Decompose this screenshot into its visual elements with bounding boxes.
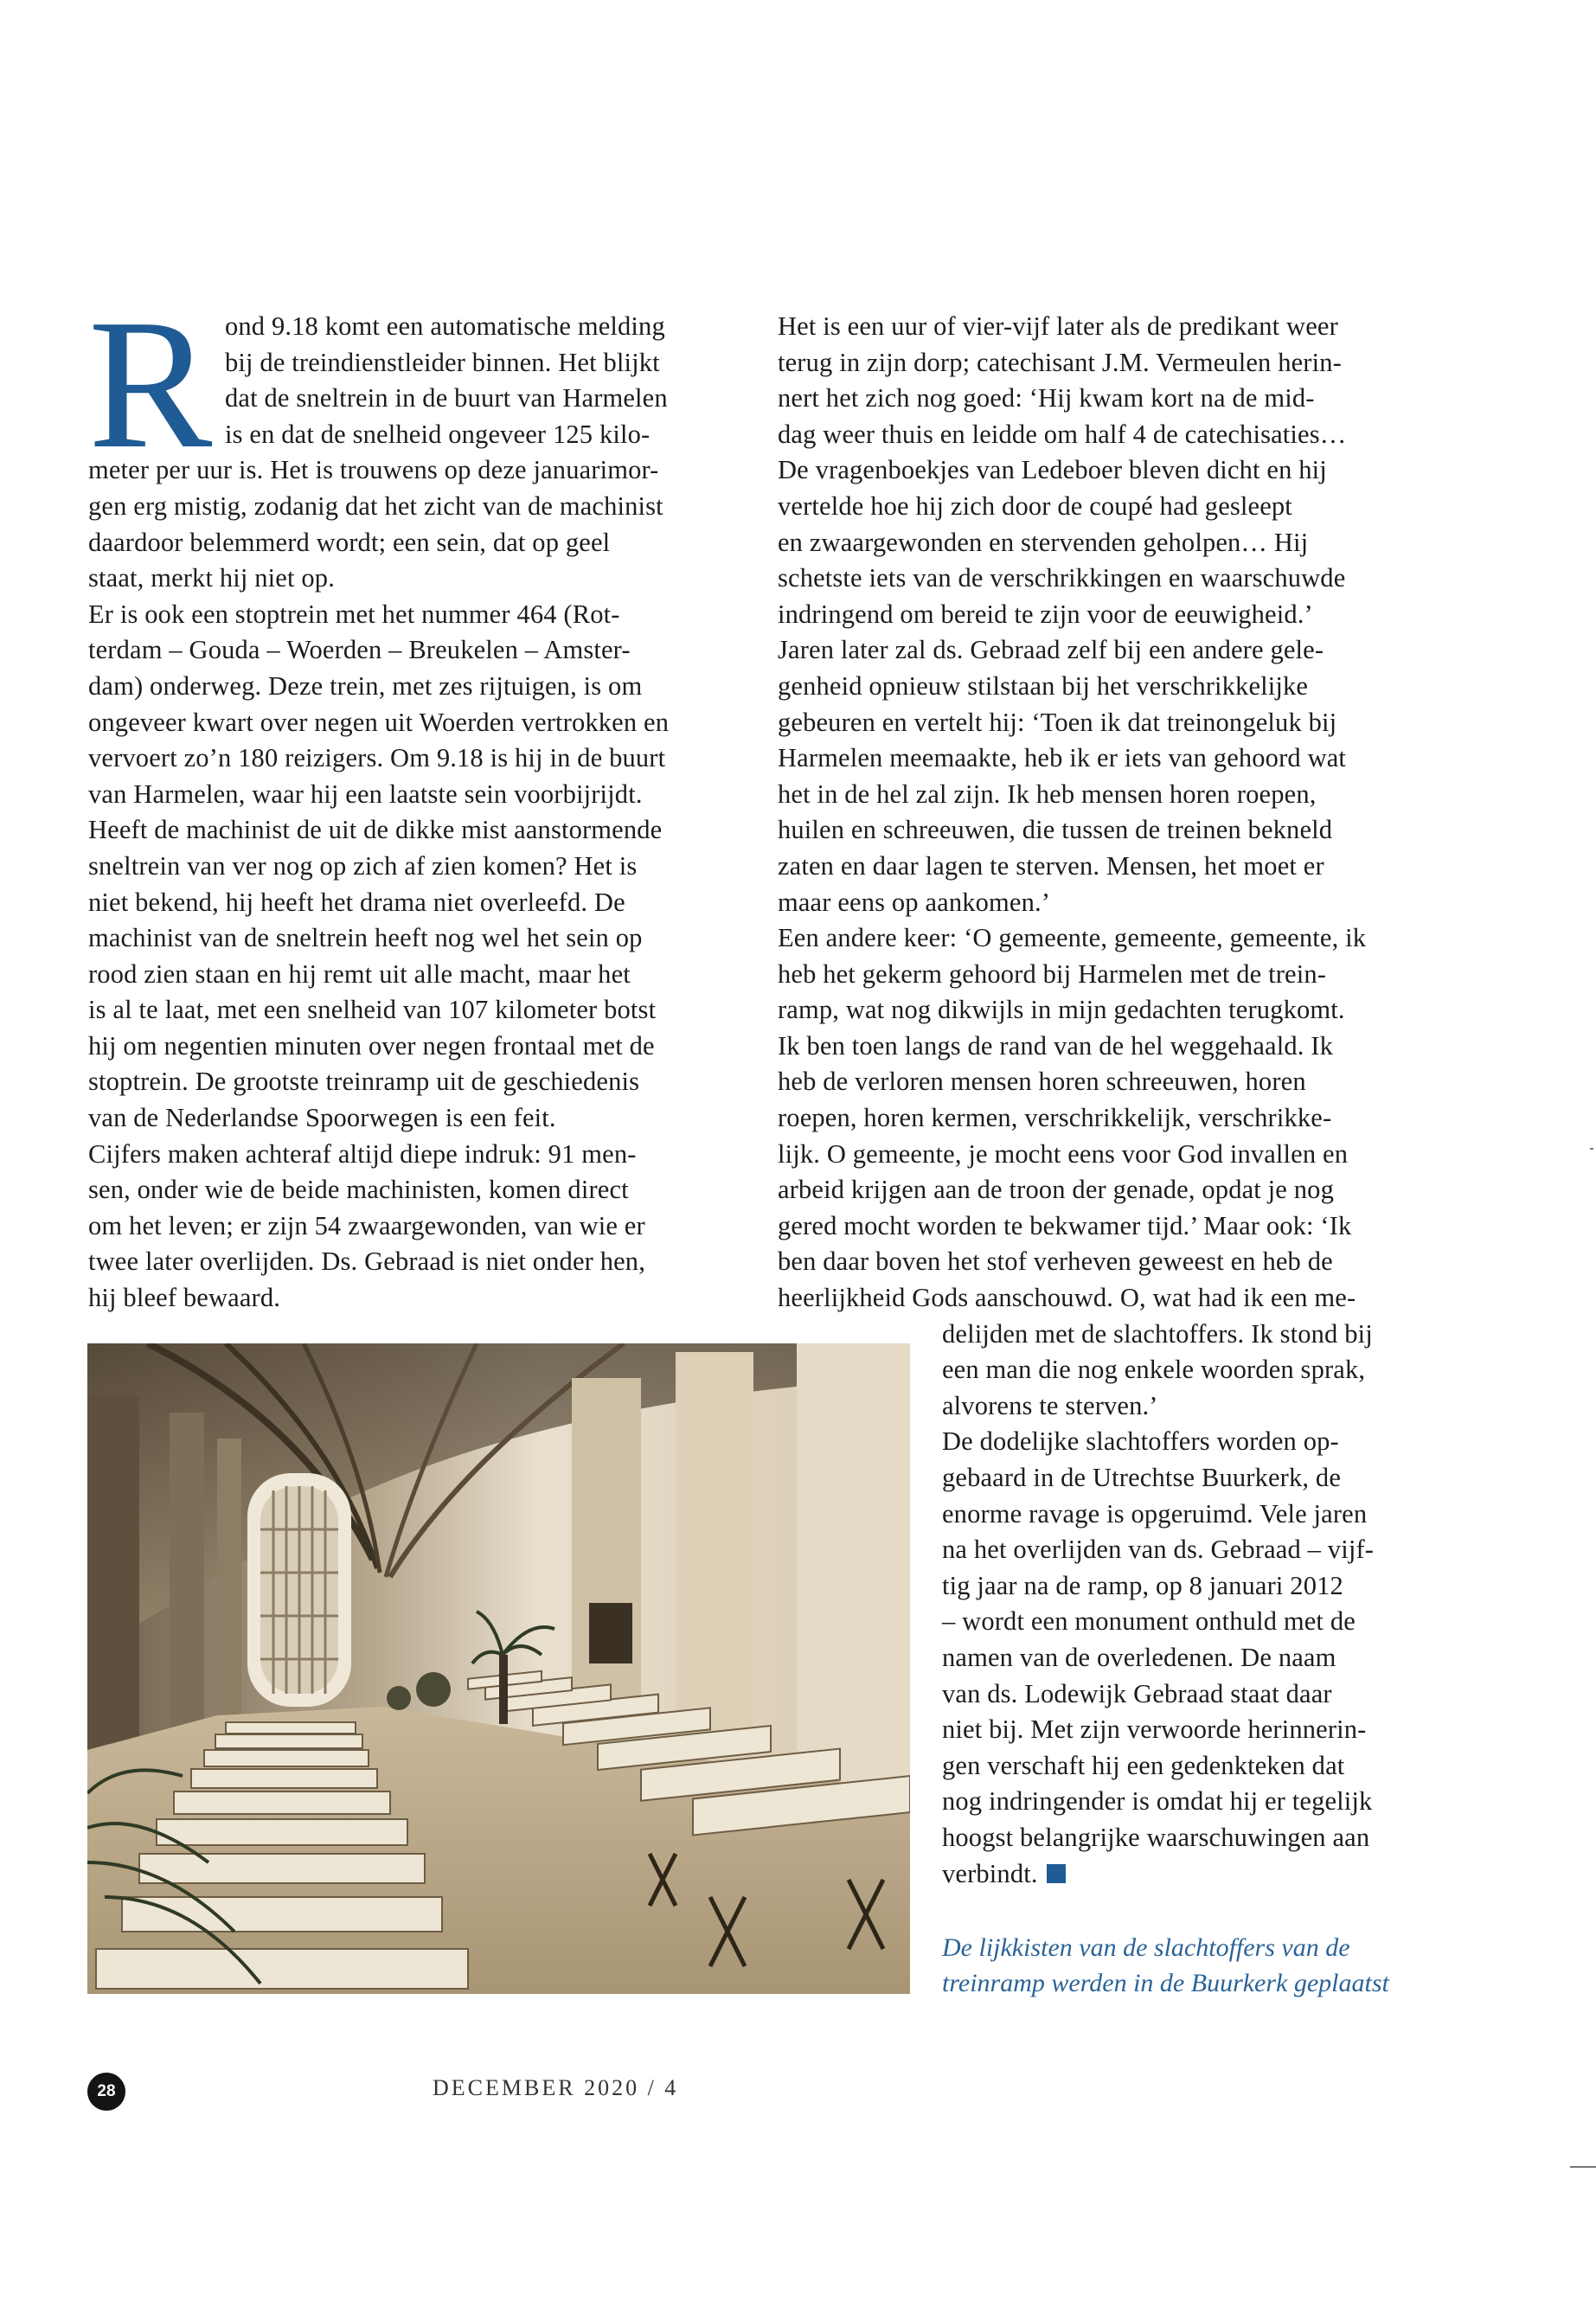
paragraph-stoptrein xyxy=(88,597,754,1137)
text-line: van Harmelen, waar hij een laatste sein voorbijrijdt. xyxy=(88,779,643,809)
text-line: heb de verloren mensen horen schreeuwen, horen xyxy=(778,1067,1306,1097)
text-line: Harmelen meemaakte, heb ik er iets van gehoord wat xyxy=(778,743,1347,773)
text-line: zaten en daar lagen te sterven. Mensen, het moet er xyxy=(778,850,1324,881)
text-line: enorme ravage is opgeruimd. Vele jaren xyxy=(942,1498,1368,1529)
text-line: stoptrein. De grootste treinramp uit de geschiedenis xyxy=(88,1067,640,1097)
text-line: Jaren later zal ds. Gebraad zelf bij een andere gele- xyxy=(778,635,1324,665)
text-line: heb het gekerm gehoord bij Harmelen met de trein- xyxy=(778,958,1327,989)
end-of-article-icon xyxy=(1047,1864,1066,1883)
text-line: ongeveer kwart over negen uit Woerden vertrokken en xyxy=(88,707,670,737)
text-line: sneltrein van ver nog op zich af zien komen? Het is xyxy=(88,850,638,881)
text-line: Cijfers maken achteraf altijd diepe indruk: 91 men- xyxy=(88,1138,637,1169)
text-line: hoogst belangrijke waarschuwingen aan xyxy=(942,1822,1370,1852)
paragraph-cijfers xyxy=(88,1137,754,1317)
photo-buurkerk-coffins xyxy=(87,1343,910,1994)
text-line: heerlijkheid Gods aanschouwd. O, wat had ik een me- xyxy=(778,1283,1356,1313)
text-line: ben daar boven het stof verheven geweest en heb de xyxy=(778,1247,1333,1277)
drop-cap: R xyxy=(88,280,213,487)
text-line: schetste iets van de verschrikkingen en waarschuwde xyxy=(778,563,1346,593)
text-line: arbeid krijgen aan de troon der genade, opdat je nog xyxy=(778,1175,1334,1205)
text-line: roepen, horen kermen, verschrikkelijk, verschrikke- xyxy=(778,1103,1332,1133)
text-line: alvorens te sterven.’ xyxy=(942,1390,1158,1420)
text-line: Een andere keer: ‘O gemeente, gemeente, gemeente, ik xyxy=(778,923,1367,953)
text-line: hij om negentien minuten over negen frontaal met de xyxy=(88,1030,655,1061)
text-line: vertelde hoe hij zich door de coupé had gesleept xyxy=(778,490,1292,521)
text-line: om het leven; er zijn 54 zwaargewonden, van wie er xyxy=(88,1210,645,1240)
caption-line: De lijkkisten van de slachtoffers van de xyxy=(942,1933,1350,1962)
text-line: sen, onder wie de beide machinisten, komen direct xyxy=(88,1175,629,1205)
text-line: delijden met de slachtoffers. Ik stond bij xyxy=(942,1318,1373,1349)
page-number-badge: 28 xyxy=(87,2073,125,2111)
text-line-end: verbindt. xyxy=(942,1858,1038,1888)
text-line: is al te laat, met een snelheid van 107 kilometer botst xyxy=(88,995,657,1025)
text-line: niet bij. Met zijn verwoorde herinnerin- xyxy=(942,1715,1367,1745)
paragraph-catechisant xyxy=(778,309,1435,632)
text-line: terug in zijn dorp; catechisant J.M. Vermeulen herin- xyxy=(778,347,1342,377)
caption-line: treinramp werden in de Buurkerk geplaatst xyxy=(942,1969,1389,1997)
text-line: Heeft de machinist de uit de dikke mist aanstormende xyxy=(88,815,663,845)
issue-label: DECEMBER 2020 / 4 xyxy=(433,2075,679,2100)
text-line: namen van de overledenen. De naam xyxy=(942,1642,1336,1672)
text-line: rood zien staan en hij remt uit alle macht, maar het xyxy=(88,958,631,989)
text-line: ond 9.18 komt een automatische melding xyxy=(225,311,665,341)
paragraph-jaren-later xyxy=(778,632,1435,920)
text-line: gered mocht worden te bekwamer tijd.’ Maar ook: ‘Ik xyxy=(778,1210,1352,1240)
text-line: vervoert zo’n 180 reizigers. Om 9.18 is hij in de buurt xyxy=(88,743,666,773)
text-line: en zwaargewonden en stervenden geholpen… Hij xyxy=(778,527,1309,557)
text-line: dam) onderweg. Deze trein, met zes rijtuigen, is om xyxy=(88,670,643,701)
text-line: machinist van de sneltrein heeft nog wel het sein op xyxy=(88,923,643,953)
text-line: De dodelijke slachtoffers worden op- xyxy=(942,1426,1339,1457)
trim-mark xyxy=(1590,1148,1593,1150)
text-line: Het is een uur of vier-vijf later als de predikant weer xyxy=(778,311,1338,341)
text-line: meter per uur is. Het is trouwens op deze januarimor- xyxy=(88,455,659,485)
photo-caption xyxy=(942,1930,1461,2001)
text-line: lijk. O gemeente, je mocht eens voor God invallen en xyxy=(778,1138,1349,1169)
text-line: daardoor belemmerd wordt; een sein, dat op geel xyxy=(88,527,611,557)
text-line: dag weer thuis en leidde om half 4 de catechisaties… xyxy=(778,419,1347,449)
text-line: staat, merkt hij niet op. xyxy=(88,563,335,593)
trim-mark xyxy=(1570,2166,1596,2168)
text-line: van de Nederlandse Spoorwegen is een feit. xyxy=(88,1103,556,1133)
text-line: ramp, wat nog dikwijls in mijn gedachten terugkomt. xyxy=(778,995,1345,1025)
text-line: gen verschaft hij een gedenkteken dat xyxy=(942,1750,1345,1780)
text-line: gen erg mistig, zodanig dat het zicht van de machinist xyxy=(88,490,663,521)
text-line: terdam – Gouda – Woerden – Breukelen – Amster- xyxy=(88,635,631,665)
text-line: een man die nog enkele woorden sprak, xyxy=(942,1355,1366,1385)
text-line: genheid opnieuw stilstaan bij het verschrikkelijke xyxy=(778,670,1309,701)
text-line: De vragenboekjes van Ledeboer bleven dicht en hij xyxy=(778,455,1327,485)
text-line: van ds. Lodewijk Gebraad staat daar xyxy=(942,1678,1332,1708)
text-line: het in de hel zal zijn. Ik heb mensen horen roepen, xyxy=(778,779,1317,809)
text-line: dat de sneltrein in de buurt van Harmelen xyxy=(225,383,668,413)
text-line: indringend om bereid te zijn voor de eeuwigheid.’ xyxy=(778,599,1313,629)
text-line: nog indringender is omdat hij er tegelijk xyxy=(942,1786,1373,1817)
text-line: maar eens op aankomen.’ xyxy=(778,887,1051,917)
text-line: nert het zich nog goed: ‘Hij kwam kort na de mid- xyxy=(778,383,1315,413)
text-line: – wordt een monument onthuld met de xyxy=(942,1606,1356,1637)
text-line: gebaard in de Utrechtse Buurkerk, de xyxy=(942,1463,1342,1492)
text-line: huilen en schreeuwen, die tussen de treinen bekneld xyxy=(778,815,1333,845)
text-line: na het overlijden van ds. Gebraad – vijf- xyxy=(942,1535,1375,1565)
text-line: bij de treindienstleider binnen. Het blijkt xyxy=(225,347,660,377)
text-line: tig jaar na de ramp, op 8 januari 2012 xyxy=(942,1570,1343,1600)
text-line: niet bekend, hij heeft het drama niet overleefd. De xyxy=(88,887,625,917)
text-line: gebeuren en vertelt hij: ‘Toen ik dat treinongeluk bij xyxy=(778,707,1337,737)
text-line: Er is ook een stoptrein met het nummer 464 (Rot- xyxy=(88,599,620,629)
text-line: is en dat de snelheid ongeveer 125 kilo- xyxy=(225,419,651,449)
article-column-left xyxy=(88,280,754,1317)
text-line: Ik ben toen langs de rand van de hel weggehaald. Ik xyxy=(778,1030,1333,1061)
text-line: twee later overlijden. Ds. Gebraad is niet onder hen, xyxy=(88,1247,645,1277)
text-line: hij bleef bewaard. xyxy=(88,1283,281,1313)
